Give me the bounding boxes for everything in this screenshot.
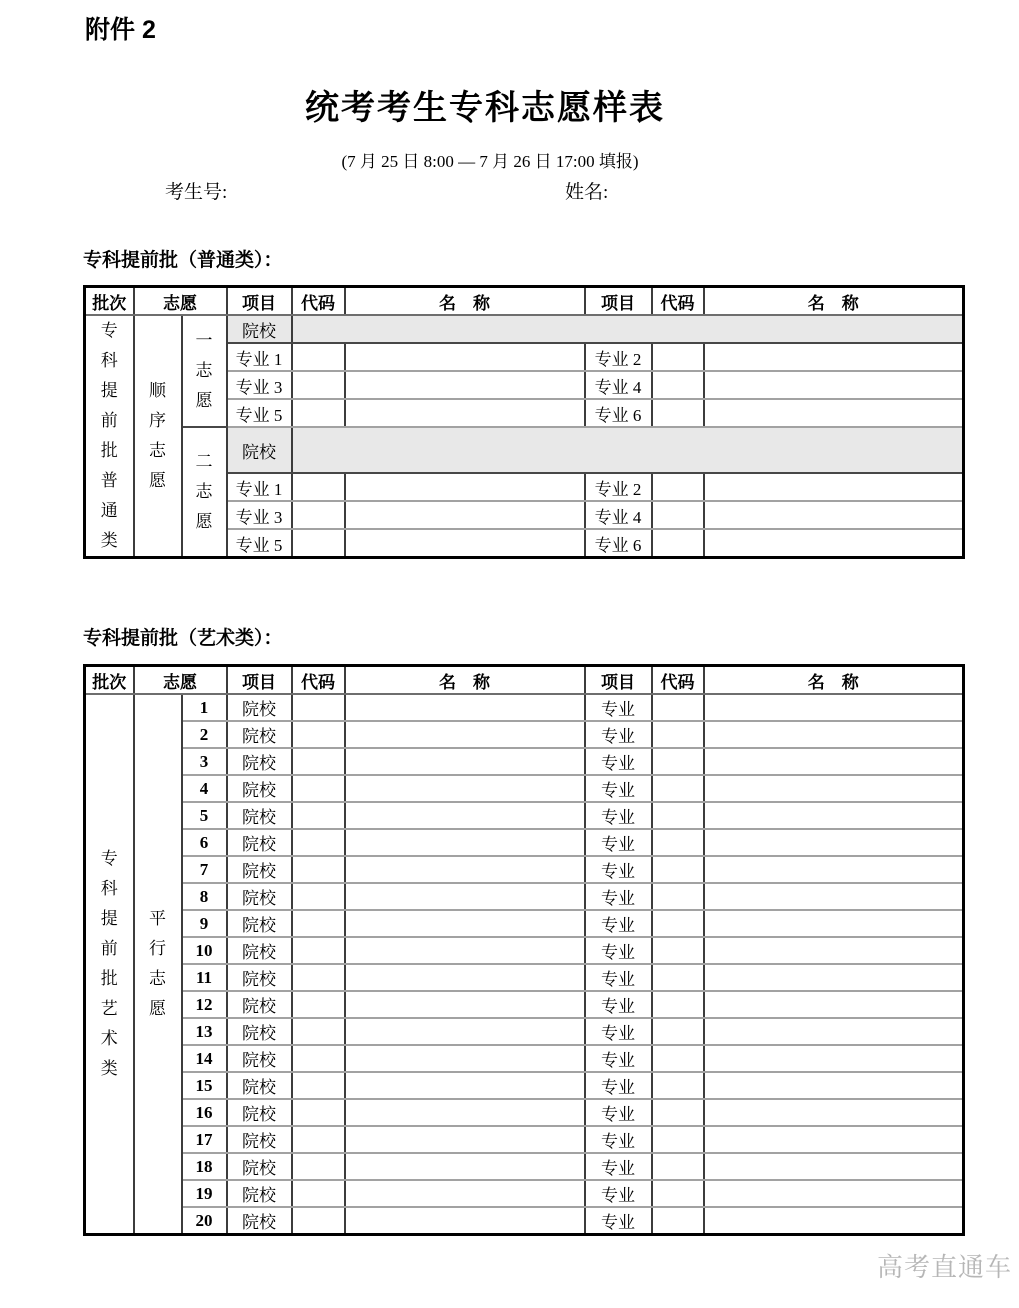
wish-type-cell-chars [135, 316, 181, 556]
table-row [85, 991, 964, 1018]
wish-group-cell [182, 427, 227, 558]
major-label-cell: 专业 2 [585, 473, 652, 501]
table-row [85, 1099, 964, 1126]
name-cell [345, 1045, 585, 1072]
table-row [85, 883, 964, 910]
major-label-cell: 专业 5 [227, 529, 292, 558]
code-cell [652, 883, 704, 910]
table-row [85, 1072, 964, 1099]
code-cell [652, 829, 704, 856]
table-row [85, 748, 964, 775]
name-cell [345, 1099, 585, 1126]
code-cell [652, 399, 704, 427]
code-cell [292, 883, 345, 910]
vertical-char: 愿 [149, 999, 166, 1018]
code-cell [652, 1072, 704, 1099]
college-entry-cell [292, 315, 964, 343]
table-row [85, 1126, 964, 1153]
row-number-cell: 2 [182, 721, 227, 748]
code-cell [292, 802, 345, 829]
batch-name-cell [85, 694, 134, 1235]
table-row [85, 829, 964, 856]
code-cell [292, 1180, 345, 1207]
column-header: 代码 [652, 666, 704, 695]
code-cell [652, 937, 704, 964]
code-cell [292, 529, 345, 558]
code-cell [292, 991, 345, 1018]
code-cell [292, 1153, 345, 1180]
vertical-char: 一 [195, 331, 213, 350]
name-cell [704, 1018, 964, 1045]
name-cell [704, 910, 964, 937]
name-cell [704, 399, 964, 427]
vertical-char: 类 [100, 531, 118, 550]
vertical-char: 艺 [100, 999, 118, 1018]
row-number-cell: 14 [182, 1045, 227, 1072]
table-row [85, 1207, 964, 1235]
major-label-cell: 专业 [585, 694, 652, 721]
code-cell [292, 399, 345, 427]
name-cell [704, 829, 964, 856]
code-cell [652, 694, 704, 721]
name-cell [704, 529, 964, 558]
vertical-char: 行 [149, 939, 166, 958]
table-row [85, 937, 964, 964]
major-label-cell: 专业 [585, 748, 652, 775]
vertical-char: 愿 [195, 391, 213, 410]
vertical-char: 科 [100, 351, 118, 370]
vertical-char: 批 [100, 969, 118, 988]
major-label-cell: 专业 4 [585, 501, 652, 529]
major-label-cell: 专业 [585, 1126, 652, 1153]
major-label-cell: 专业 1 [227, 343, 292, 371]
major-label-cell: 专业 4 [585, 371, 652, 399]
code-cell [652, 343, 704, 371]
row-number-cell: 18 [182, 1153, 227, 1180]
code-cell [652, 910, 704, 937]
table-row [85, 964, 964, 991]
major-label-cell: 专业 [585, 802, 652, 829]
college-entry-cell [292, 427, 964, 473]
vertical-char: 专 [100, 321, 118, 340]
code-cell [652, 1180, 704, 1207]
name-cell [704, 1126, 964, 1153]
college-label-cell: 院校 [227, 315, 292, 343]
code-cell [652, 529, 704, 558]
art-batch-table [83, 664, 965, 1236]
name-cell [704, 473, 964, 501]
table-row [85, 802, 964, 829]
watermark: 高考直通车 [877, 1252, 1013, 1282]
row-number-cell: 4 [182, 775, 227, 802]
name-cell [345, 694, 585, 721]
vertical-char: 愿 [149, 471, 166, 490]
college-label-cell: 院校 [227, 1153, 292, 1180]
table-row [85, 427, 964, 473]
row-number-cell: 1 [182, 694, 227, 721]
code-cell [292, 910, 345, 937]
name-cell [345, 1018, 585, 1045]
row-number-cell: 11 [182, 964, 227, 991]
code-cell [652, 721, 704, 748]
section-title-ordinary: 专科提前批（普通类）： [83, 250, 283, 271]
row-number-cell: 8 [182, 883, 227, 910]
table-row [85, 910, 964, 937]
college-label-cell: 院校 [227, 1072, 292, 1099]
college-label-cell: 院校 [227, 775, 292, 802]
name-cell [345, 399, 585, 427]
major-label-cell: 专业 [585, 775, 652, 802]
attachment-label: 附件 2 [85, 16, 156, 44]
college-label-cell: 院校 [227, 1045, 292, 1072]
code-cell [292, 1126, 345, 1153]
vertical-char: 愿 [195, 512, 213, 531]
name-cell [345, 991, 585, 1018]
college-label-cell: 院校 [227, 1207, 292, 1235]
column-header: 名 称 [704, 287, 964, 316]
wish-type-cell [134, 315, 182, 558]
column-header: 批次 [85, 666, 134, 695]
wish-group-cell [182, 315, 227, 427]
college-label-cell: 院校 [227, 964, 292, 991]
name-cell [704, 1180, 964, 1207]
column-header: 批次 [85, 287, 134, 316]
table-row [85, 694, 964, 721]
college-label-cell: 院校 [227, 991, 292, 1018]
name-cell [345, 1180, 585, 1207]
name-cell [345, 964, 585, 991]
column-header: 志愿 [134, 287, 227, 316]
wish-type-cell [134, 694, 182, 1235]
filing-period-subtitle: (7 月 25 日 8:00 — 7 月 26 日 17:00 填报) [341, 152, 639, 171]
vertical-char: 前 [100, 411, 118, 430]
major-label-cell: 专业 [585, 721, 652, 748]
ordinary-table-header [85, 287, 964, 316]
row-number-cell: 10 [182, 937, 227, 964]
college-label-cell: 院校 [227, 910, 292, 937]
vertical-char: 志 [195, 361, 213, 380]
table-row [85, 1180, 964, 1207]
major-label-cell: 专业 [585, 856, 652, 883]
table-row [85, 315, 964, 343]
row-number-cell: 12 [182, 991, 227, 1018]
college-label-cell: 院校 [227, 856, 292, 883]
column-header: 代码 [292, 287, 345, 316]
name-cell [345, 371, 585, 399]
name-cell [345, 829, 585, 856]
major-label-cell: 专业 3 [227, 501, 292, 529]
name-label: 姓名: [565, 182, 609, 203]
name-cell [704, 802, 964, 829]
college-label-cell: 院校 [227, 1099, 292, 1126]
college-label-cell: 院校 [227, 721, 292, 748]
name-cell [345, 1126, 585, 1153]
major-label-cell: 专业 1 [227, 473, 292, 501]
code-cell [292, 1018, 345, 1045]
major-label-cell: 专业 3 [227, 371, 292, 399]
vertical-char: 序 [149, 411, 166, 430]
row-number-cell: 5 [182, 802, 227, 829]
code-cell [652, 1099, 704, 1126]
vertical-char: 普 [100, 471, 118, 490]
code-cell [292, 1072, 345, 1099]
code-cell [292, 694, 345, 721]
table-row [85, 1153, 964, 1180]
name-cell [345, 856, 585, 883]
name-cell [345, 910, 585, 937]
table-row [85, 775, 964, 802]
table-row [85, 1045, 964, 1072]
name-cell [704, 1072, 964, 1099]
name-cell [345, 1072, 585, 1099]
code-cell [652, 1045, 704, 1072]
name-cell [345, 883, 585, 910]
wish-type-cell-chars [135, 695, 181, 1233]
major-label-cell: 专业 6 [585, 399, 652, 427]
name-cell [704, 883, 964, 910]
vertical-char: 通 [100, 501, 118, 520]
row-number-cell: 15 [182, 1072, 227, 1099]
vertical-char: 志 [149, 969, 166, 988]
vertical-char: 专 [100, 849, 118, 868]
major-label-cell: 专业 [585, 1207, 652, 1235]
page-title: 统考考生专科志愿样表 [305, 90, 665, 127]
wish-group-cell-chars [183, 428, 226, 556]
code-cell [652, 775, 704, 802]
major-label-cell: 专业 [585, 883, 652, 910]
batch-name-cell-chars [86, 316, 133, 556]
vertical-char: 志 [149, 441, 166, 460]
code-cell [292, 371, 345, 399]
art-table-body [85, 694, 964, 1235]
row-number-cell: 6 [182, 829, 227, 856]
code-cell [652, 1207, 704, 1235]
name-cell [704, 1045, 964, 1072]
code-cell [292, 343, 345, 371]
name-cell [345, 937, 585, 964]
table-row [85, 856, 964, 883]
name-cell [704, 937, 964, 964]
major-label-cell: 专业 [585, 1072, 652, 1099]
row-number-cell: 7 [182, 856, 227, 883]
code-cell [652, 473, 704, 501]
code-cell [652, 1018, 704, 1045]
ordinary-table-body [85, 315, 964, 558]
major-label-cell: 专业 [585, 1045, 652, 1072]
code-cell [652, 371, 704, 399]
code-cell [292, 775, 345, 802]
major-label-cell: 专业 [585, 937, 652, 964]
name-cell [704, 1099, 964, 1126]
row-number-cell: 20 [182, 1207, 227, 1235]
column-header: 项目 [585, 287, 652, 316]
code-cell [292, 748, 345, 775]
row-number-cell: 19 [182, 1180, 227, 1207]
name-cell [345, 473, 585, 501]
name-cell [345, 802, 585, 829]
name-cell [704, 501, 964, 529]
name-cell [704, 343, 964, 371]
college-label-cell: 院校 [227, 883, 292, 910]
vertical-char: 术 [100, 1029, 118, 1048]
major-label-cell: 专业 [585, 1153, 652, 1180]
code-cell [652, 964, 704, 991]
name-cell [345, 343, 585, 371]
code-cell [292, 1207, 345, 1235]
vertical-char: 科 [100, 879, 118, 898]
wish-group-cell-chars [183, 316, 226, 426]
name-cell [704, 1207, 964, 1235]
name-cell [704, 964, 964, 991]
header-row [85, 287, 964, 316]
vertical-char: 类 [100, 1059, 118, 1078]
name-cell [704, 748, 964, 775]
row-number-cell: 3 [182, 748, 227, 775]
row-number-cell: 13 [182, 1018, 227, 1045]
row-number-cell: 17 [182, 1126, 227, 1153]
name-cell [345, 748, 585, 775]
major-label-cell: 专业 6 [585, 529, 652, 558]
college-label-cell: 院校 [227, 427, 292, 473]
name-cell [345, 501, 585, 529]
vertical-char: 志 [195, 482, 213, 501]
code-cell [652, 501, 704, 529]
major-label-cell: 专业 [585, 1180, 652, 1207]
vertical-char: 顺 [149, 381, 166, 400]
column-header: 代码 [652, 287, 704, 316]
name-cell [345, 529, 585, 558]
college-label-cell: 院校 [227, 1018, 292, 1045]
major-label-cell: 专业 [585, 964, 652, 991]
column-header: 名 称 [345, 666, 585, 695]
code-cell [652, 802, 704, 829]
column-header: 名 称 [704, 666, 964, 695]
table-row [85, 721, 964, 748]
batch-name-cell-chars [86, 695, 133, 1233]
ordinary-batch-table [83, 285, 965, 559]
code-cell [292, 473, 345, 501]
vertical-char: 提 [100, 381, 118, 400]
code-cell [652, 748, 704, 775]
major-label-cell: 专业 [585, 1018, 652, 1045]
code-cell [292, 964, 345, 991]
row-number-cell: 9 [182, 910, 227, 937]
name-cell [345, 1207, 585, 1235]
college-label-cell: 院校 [227, 694, 292, 721]
vertical-char: 平 [149, 909, 166, 928]
code-cell [292, 721, 345, 748]
vertical-char: 前 [100, 939, 118, 958]
column-header: 项目 [585, 666, 652, 695]
name-cell [345, 775, 585, 802]
college-label-cell: 院校 [227, 829, 292, 856]
major-label-cell: 专业 [585, 910, 652, 937]
name-cell [704, 856, 964, 883]
code-cell [652, 991, 704, 1018]
college-label-cell: 院校 [227, 802, 292, 829]
name-cell [704, 775, 964, 802]
code-cell [292, 829, 345, 856]
column-header: 项目 [227, 287, 292, 316]
name-cell [704, 1153, 964, 1180]
vertical-char: 提 [100, 909, 118, 928]
vertical-char: 二 [195, 452, 213, 471]
table-row [85, 1018, 964, 1045]
batch-name-cell [85, 315, 134, 558]
major-label-cell: 专业 2 [585, 343, 652, 371]
code-cell [652, 856, 704, 883]
college-label-cell: 院校 [227, 748, 292, 775]
column-header: 项目 [227, 666, 292, 695]
code-cell [652, 1126, 704, 1153]
row-number-cell: 16 [182, 1099, 227, 1126]
code-cell [292, 856, 345, 883]
section-title-art: 专科提前批（艺术类）： [83, 628, 283, 649]
college-label-cell: 院校 [227, 937, 292, 964]
column-header: 代码 [292, 666, 345, 695]
major-label-cell: 专业 [585, 991, 652, 1018]
candidate-number-label: 考生号: [165, 182, 228, 203]
college-label-cell: 院校 [227, 1180, 292, 1207]
major-label-cell: 专业 [585, 1099, 652, 1126]
code-cell [292, 1045, 345, 1072]
code-cell [292, 937, 345, 964]
code-cell [292, 501, 345, 529]
name-cell [704, 991, 964, 1018]
college-label-cell: 院校 [227, 1126, 292, 1153]
header-row [85, 666, 964, 695]
name-cell [704, 721, 964, 748]
code-cell [292, 1099, 345, 1126]
major-label-cell: 专业 5 [227, 399, 292, 427]
code-cell [652, 1153, 704, 1180]
name-cell [345, 721, 585, 748]
art-table-header [85, 666, 964, 695]
major-label-cell: 专业 [585, 829, 652, 856]
column-header: 名 称 [345, 287, 585, 316]
name-cell [345, 1153, 585, 1180]
vertical-char: 批 [100, 441, 118, 460]
name-cell [704, 694, 964, 721]
column-header: 志愿 [134, 666, 227, 695]
name-cell [704, 371, 964, 399]
